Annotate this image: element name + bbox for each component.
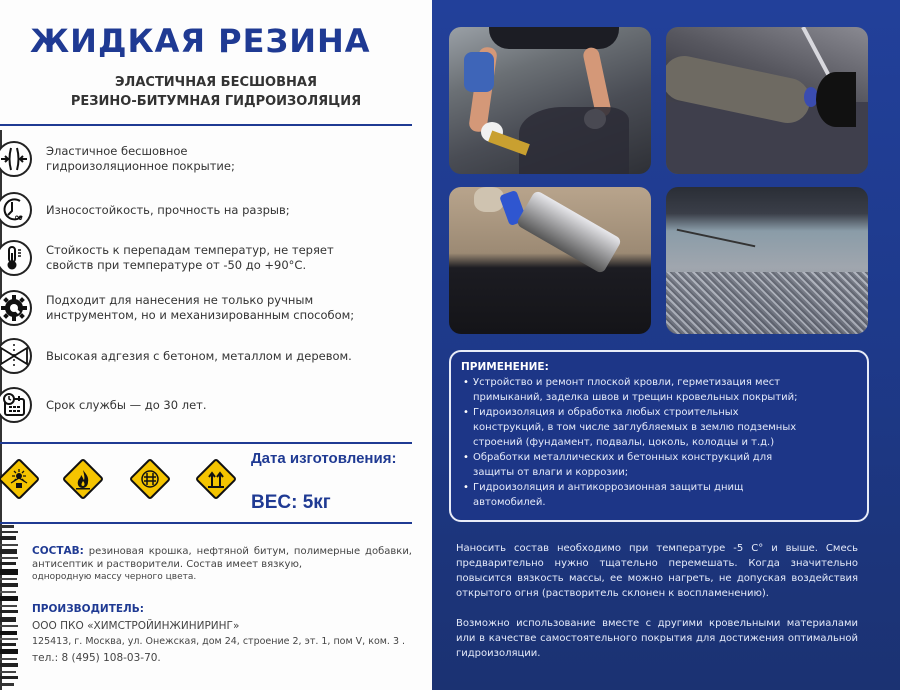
manufacturer-phone: тел.: 8 (495) 108-03-70. (32, 652, 161, 664)
manufacture-date-label: Дата изготовления: (251, 450, 397, 467)
usage-text: Возможно использование вместе с другими кровельными материалами или в качестве самостоятельного покрытия для достижения оптимальной гидроизоляции. (456, 618, 858, 659)
feature-text: Подходит для нанесения не только ручным (46, 293, 314, 307)
divider-middle (0, 442, 412, 444)
divider-bottom (0, 522, 412, 524)
photo-coated-surface (666, 187, 868, 334)
this-way-up-hazard-icon (196, 459, 236, 499)
feature-item (0, 141, 425, 177)
adhesion-icon (0, 338, 32, 374)
feature-text: Срок службы — до 30 лет. (46, 397, 207, 412)
application-item (461, 450, 857, 480)
feature-text: Эластичное бесшовное (46, 144, 188, 158)
composition (32, 545, 412, 584)
instructions-text: Наносить состав необходимо при температуре -5 С° и выше. Смесь предварительно нужно тщательно перемешать. Когда значительно повысится вязкость массы, ее можно нагреть, не допуская воздействия открытого огня (растворитель склонен к воспламенению). (456, 543, 858, 599)
photo-spatula (449, 187, 651, 334)
application-item-text: автомобилей. (473, 497, 546, 508)
no-freeze-hazard-icon (130, 459, 170, 499)
feature-text: гидроизоляционное покрытие; (46, 159, 235, 173)
application-item-text: • Гидроизоляция и антикоррозионная защиты днищ (473, 482, 744, 493)
manufacturer-name: ООО ПКО «ХИМСТРОЙИНЖИНИРИНГ» (32, 620, 240, 632)
feature-text: Стойкость к перепадам температур, не теряет (46, 243, 334, 257)
application-item-text: защиты от влаги и коррозии; (473, 467, 629, 478)
photo-worker-trowel (449, 27, 651, 174)
product-title: ЖИДКАЯ РЕЗИНА (30, 22, 371, 60)
product-subtitle-line1: ЭЛАСТИЧНАЯ БЕСШОВНАЯ (115, 75, 317, 90)
feature-text: Износостойкость, прочность на разрыв; (46, 202, 290, 217)
divider-top (0, 124, 412, 126)
calendar-clock-icon (0, 387, 32, 423)
clock-infinity-icon (0, 192, 32, 228)
application-item (461, 375, 857, 405)
barcode (0, 525, 22, 690)
application-box (449, 350, 869, 522)
application-heading: ПРИМЕНЕНИЕ: (461, 361, 549, 373)
weight-label: ВЕС: 5кг (251, 492, 331, 513)
flammable-hazard-icon (63, 459, 103, 499)
composition-text: резиновая крошка, нефтяной битум, полимерные добавки, антисептик и растворители. Состав имеет вязкую, (32, 546, 412, 570)
composition-text-small: однородную массу черного цвета. (32, 572, 197, 582)
thermometer-icon (0, 240, 32, 276)
feature-item (0, 192, 425, 228)
manufacturer-address: 125413, г. Москва, ул. Онежская, дом 24, строение 2, эт. 1, пом V, ком. 3 . (32, 636, 406, 647)
feature-item (0, 240, 425, 276)
product-subtitle-line2: РЕЗИНО-БИТУМНАЯ ГИДРОИЗОЛЯЦИЯ (70, 94, 362, 109)
application-item-text: • Устройство и ремонт плоской кровли, герметизация мест (473, 377, 781, 388)
feature-item (0, 290, 425, 326)
sun-protect-hazard-icon (0, 459, 39, 499)
feature-item (0, 387, 425, 423)
feature-item (0, 338, 425, 374)
application-item-text: строений (фундамент, подвалы, цоколь, колодцы и т.д.) (473, 437, 775, 448)
feature-text: свойств при температуре от -50 до +90°С. (46, 258, 307, 272)
manufacturer-heading: ПРОИЗВОДИТЕЛЬ: (32, 603, 144, 615)
application-item-text: • Обработки металлических и бетонных конструкций для (473, 452, 773, 463)
application-item-text: примыканий, заделка швов и трещин кровельных покрытий; (473, 392, 798, 403)
compression-arrows-icon (0, 141, 32, 177)
svg-text:∞: ∞ (14, 211, 24, 224)
product-label (0, 0, 432, 690)
photo-roller (666, 27, 868, 174)
application-item-text: • Гидроизоляция и обработка любых строительных (473, 407, 739, 418)
composition-heading: СОСТАВ: (32, 545, 84, 557)
application-item (461, 480, 857, 510)
application-item (461, 405, 857, 450)
feature-text: Высокая адгезия с бетоном, металлом и деревом. (46, 348, 352, 363)
gear-wrench-icon (0, 290, 32, 326)
application-item-text: конструкций, в том числе заглубляемых в землю подземных (473, 422, 797, 433)
feature-text: инструментом, но и механизированным способом; (46, 308, 355, 322)
